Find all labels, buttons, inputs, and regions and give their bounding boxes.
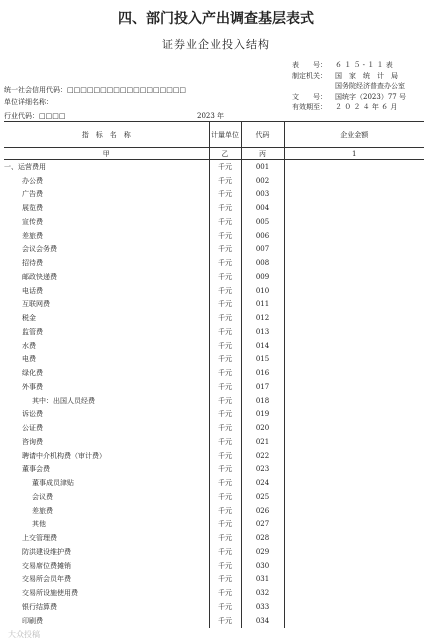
amount-input-cell[interactable] — [284, 366, 424, 380]
unit-cell: 千元 — [209, 270, 241, 284]
valid-until-row — [292, 102, 406, 113]
unit-cell: 千元 — [209, 229, 241, 243]
column-code: 1 — [284, 148, 424, 160]
amount-input-cell[interactable] — [284, 573, 424, 587]
code-cell: 005 — [241, 215, 284, 229]
amount-input-cell[interactable] — [284, 215, 424, 229]
code-cell: 001 — [241, 160, 284, 174]
code-cell: 013 — [241, 325, 284, 339]
code-cell: 012 — [241, 311, 284, 325]
indicator-name: 互联网费 — [22, 300, 50, 309]
unit-cell: 千元 — [209, 463, 241, 477]
header-unit: 计量单位 — [209, 122, 241, 148]
unit-name-field: 单位详细名称： — [4, 98, 53, 106]
code-cell: 011 — [241, 298, 284, 312]
code-cell: 030 — [241, 559, 284, 573]
form-number-row — [292, 60, 406, 71]
indicator-name: 电话费 — [22, 286, 43, 295]
indicator-name: 办公费 — [22, 176, 43, 185]
indicator-name: 董事会费 — [22, 465, 50, 474]
table-row — [4, 600, 424, 614]
indicator-name: 聘请中介机构费（审计费） — [22, 451, 106, 460]
unit-cell: 千元 — [209, 215, 241, 229]
meta-label: 文 号： — [292, 92, 327, 101]
unit-cell: 千元 — [209, 284, 241, 298]
table-row — [4, 518, 424, 532]
indicator-name: 差旅费 — [32, 506, 53, 515]
form-metadata — [292, 60, 406, 113]
header-amount: 企业金额 — [284, 122, 424, 148]
credit-code-field: 统一社会信用代码：□□□□□□□□□□□□□□□□□□ — [4, 86, 187, 94]
table-row — [4, 243, 424, 257]
meta-value: ２ ０ ２ ４ 年 ６ 月 — [335, 103, 398, 111]
table-row — [4, 545, 424, 559]
amount-input-cell[interactable] — [284, 531, 424, 545]
indicator-name: 绿化费 — [22, 369, 43, 378]
indicator-name: 税金 — [22, 314, 36, 323]
table-row — [4, 201, 424, 215]
meta-value: ６ １ ５ - １ １ 表 — [335, 61, 393, 69]
code-cell: 008 — [241, 256, 284, 270]
code-cell: 033 — [241, 600, 284, 614]
unit-cell: 千元 — [209, 339, 241, 353]
indicator-name: 诉讼费 — [22, 410, 43, 419]
issuing-authority-row — [292, 71, 406, 82]
unit-cell: 千元 — [209, 408, 241, 422]
unit-cell: 千元 — [209, 476, 241, 490]
amount-input-cell[interactable] — [284, 229, 424, 243]
unit-cell: 千元 — [209, 614, 241, 628]
unit-cell: 千元 — [209, 298, 241, 312]
amount-input-cell[interactable] — [284, 614, 424, 628]
amount-input-cell[interactable] — [284, 353, 424, 367]
code-cell: 003 — [241, 188, 284, 202]
amount-input-cell[interactable] — [284, 476, 424, 490]
code-cell: 025 — [241, 490, 284, 504]
code-cell: 021 — [241, 435, 284, 449]
amount-input-cell[interactable] — [284, 600, 424, 614]
unit-cell: 千元 — [209, 600, 241, 614]
code-cell: 006 — [241, 229, 284, 243]
indicator-name: 差旅费 — [22, 231, 43, 240]
industry-code-field: 行业代码：□□□□ — [4, 112, 66, 120]
code-cell: 016 — [241, 366, 284, 380]
indicator-name: 邮政快递费 — [22, 272, 57, 281]
unit-cell: 千元 — [209, 586, 241, 600]
unit-cell: 千元 — [209, 353, 241, 367]
meta-label: 有效期至： — [292, 103, 327, 111]
table-row — [4, 215, 424, 229]
code-cell: 024 — [241, 476, 284, 490]
table-row — [4, 325, 424, 339]
unit-cell: 千元 — [209, 545, 241, 559]
table-row — [4, 394, 424, 408]
page-title: 四、部门投入产出调查基层表式 — [118, 11, 314, 27]
code-cell: 007 — [241, 243, 284, 257]
amount-input-cell[interactable] — [284, 559, 424, 573]
unit-cell: 千元 — [209, 421, 241, 435]
table-header-row — [4, 122, 424, 148]
amount-input-cell[interactable] — [284, 311, 424, 325]
meta-label: 表 号： — [292, 61, 327, 69]
indicator-name: 展览费 — [22, 204, 43, 213]
code-cell: 017 — [241, 380, 284, 394]
unit-cell: 千元 — [209, 573, 241, 587]
code-cell: 034 — [241, 614, 284, 628]
unit-cell: 千元 — [209, 160, 241, 174]
code-cell: 027 — [241, 518, 284, 532]
indicator-name: 外事费 — [22, 382, 43, 391]
indicator-name: 其他 — [32, 520, 46, 529]
table-row — [4, 490, 424, 504]
table-row — [4, 476, 424, 490]
investment-structure-table — [4, 121, 424, 628]
amount-input-cell[interactable] — [284, 160, 424, 174]
header-code: 代码 — [241, 122, 284, 148]
amount-input-cell[interactable] — [284, 408, 424, 422]
table-row — [4, 298, 424, 312]
unit-cell: 千元 — [209, 504, 241, 518]
unit-cell: 千元 — [209, 366, 241, 380]
column-code-row — [4, 148, 424, 160]
meta-label: 制定机关： — [292, 71, 327, 80]
indicator-name: 交易所设施使用费 — [22, 589, 78, 598]
table-row — [4, 504, 424, 518]
unit-cell: 千元 — [209, 174, 241, 188]
code-cell: 009 — [241, 270, 284, 284]
amount-input-cell[interactable] — [284, 256, 424, 270]
indicator-name: 电费 — [22, 355, 36, 364]
amount-input-cell[interactable] — [284, 380, 424, 394]
amount-input-cell[interactable] — [284, 586, 424, 600]
amount-input-cell[interactable] — [284, 298, 424, 312]
indicator-name: 交易席位费摊销 — [22, 561, 71, 570]
code-cell: 028 — [241, 531, 284, 545]
code-cell: 026 — [241, 504, 284, 518]
column-code: 甲 — [4, 148, 209, 160]
table-row — [4, 408, 424, 422]
amount-input-cell[interactable] — [284, 174, 424, 188]
table-row — [4, 421, 424, 435]
amount-input-cell[interactable] — [284, 449, 424, 463]
table-row — [4, 339, 424, 353]
report-year: 2023 年 — [197, 112, 225, 120]
amount-input-cell[interactable] — [284, 545, 424, 559]
indicator-name: 其中：出国人员经费 — [32, 396, 95, 405]
header-indicator-name: 指 标 名 称 — [4, 122, 209, 148]
table-subtitle: 证券业企业投入结构 — [162, 38, 270, 51]
table-row — [4, 366, 424, 380]
table-row — [4, 270, 424, 284]
amount-input-cell[interactable] — [284, 339, 424, 353]
indicator-name: 印刷费 — [22, 616, 43, 625]
indicator-name: 广告费 — [22, 190, 43, 199]
meta-label — [292, 81, 331, 92]
amount-input-cell[interactable] — [284, 421, 424, 435]
indicator-name: 防洪建设维护费 — [22, 547, 71, 556]
meta-value: 国统字（2023）77 号 — [335, 92, 406, 101]
code-cell: 031 — [241, 573, 284, 587]
watermark: 大众投稿 — [8, 630, 40, 639]
code-cell: 004 — [241, 201, 284, 215]
amount-input-cell[interactable] — [284, 394, 424, 408]
indicator-name: 一、运营费用 — [4, 162, 46, 171]
table-row — [4, 174, 424, 188]
code-cell: 022 — [241, 449, 284, 463]
code-cell: 023 — [241, 463, 284, 477]
unit-cell: 千元 — [209, 435, 241, 449]
code-cell: 029 — [241, 545, 284, 559]
unit-cell: 千元 — [209, 188, 241, 202]
amount-input-cell[interactable] — [284, 490, 424, 504]
unit-cell: 千元 — [209, 243, 241, 257]
amount-input-cell[interactable] — [284, 188, 424, 202]
amount-input-cell[interactable] — [284, 325, 424, 339]
indicator-name: 咨询费 — [22, 437, 43, 446]
table-row — [4, 614, 424, 628]
table-row — [4, 435, 424, 449]
amount-input-cell[interactable] — [284, 284, 424, 298]
table-row — [4, 256, 424, 270]
table-row — [4, 229, 424, 243]
indicator-name: 水费 — [22, 341, 36, 350]
code-cell: 020 — [241, 421, 284, 435]
unit-cell: 千元 — [209, 559, 241, 573]
table-row — [4, 353, 424, 367]
unit-cell: 千元 — [209, 256, 241, 270]
code-cell: 002 — [241, 174, 284, 188]
amount-input-cell[interactable] — [284, 243, 424, 257]
code-cell: 018 — [241, 394, 284, 408]
code-cell: 019 — [241, 408, 284, 422]
code-cell: 010 — [241, 284, 284, 298]
unit-cell: 千元 — [209, 380, 241, 394]
indicator-name: 会议会务费 — [22, 245, 57, 254]
table-row — [4, 188, 424, 202]
amount-input-cell[interactable] — [284, 463, 424, 477]
table-row — [4, 559, 424, 573]
indicator-name: 上交管理费 — [22, 534, 57, 543]
table-row — [4, 284, 424, 298]
table-row — [4, 463, 424, 477]
code-cell: 032 — [241, 586, 284, 600]
unit-cell: 千元 — [209, 518, 241, 532]
table-row — [4, 586, 424, 600]
unit-cell: 千元 — [209, 490, 241, 504]
amount-input-cell[interactable] — [284, 504, 424, 518]
table-row — [4, 380, 424, 394]
indicator-name: 招待费 — [22, 259, 43, 268]
amount-input-cell[interactable] — [284, 270, 424, 284]
table-row — [4, 449, 424, 463]
amount-input-cell[interactable] — [284, 435, 424, 449]
code-cell: 015 — [241, 353, 284, 367]
table-row — [4, 573, 424, 587]
document-number-row — [292, 92, 406, 103]
amount-input-cell[interactable] — [284, 518, 424, 532]
unit-cell: 千元 — [209, 394, 241, 408]
unit-cell: 千元 — [209, 201, 241, 215]
indicator-name: 宣传费 — [22, 217, 43, 226]
unit-cell: 千元 — [209, 531, 241, 545]
table-row — [4, 531, 424, 545]
code-cell: 014 — [241, 339, 284, 353]
indicator-name: 交易所会员年费 — [22, 575, 71, 584]
unit-cell: 千元 — [209, 449, 241, 463]
meta-value: 国 家 统 计 局 — [335, 71, 398, 80]
indicator-name: 银行结算费 — [22, 602, 57, 611]
table-row — [4, 160, 424, 174]
column-code: 乙 — [209, 148, 241, 160]
unit-cell: 千元 — [209, 311, 241, 325]
indicator-name: 监管费 — [22, 327, 43, 336]
amount-input-cell[interactable] — [284, 201, 424, 215]
indicator-name: 会议费 — [32, 492, 53, 501]
indicator-name: 公证费 — [22, 424, 43, 433]
table-row — [4, 311, 424, 325]
meta-value: 国务院经济普查办公室 — [335, 82, 405, 90]
issuing-authority-row-2 — [292, 81, 406, 92]
column-code: 丙 — [241, 148, 284, 160]
indicator-name: 董事成员津贴 — [32, 479, 74, 488]
unit-cell: 千元 — [209, 325, 241, 339]
